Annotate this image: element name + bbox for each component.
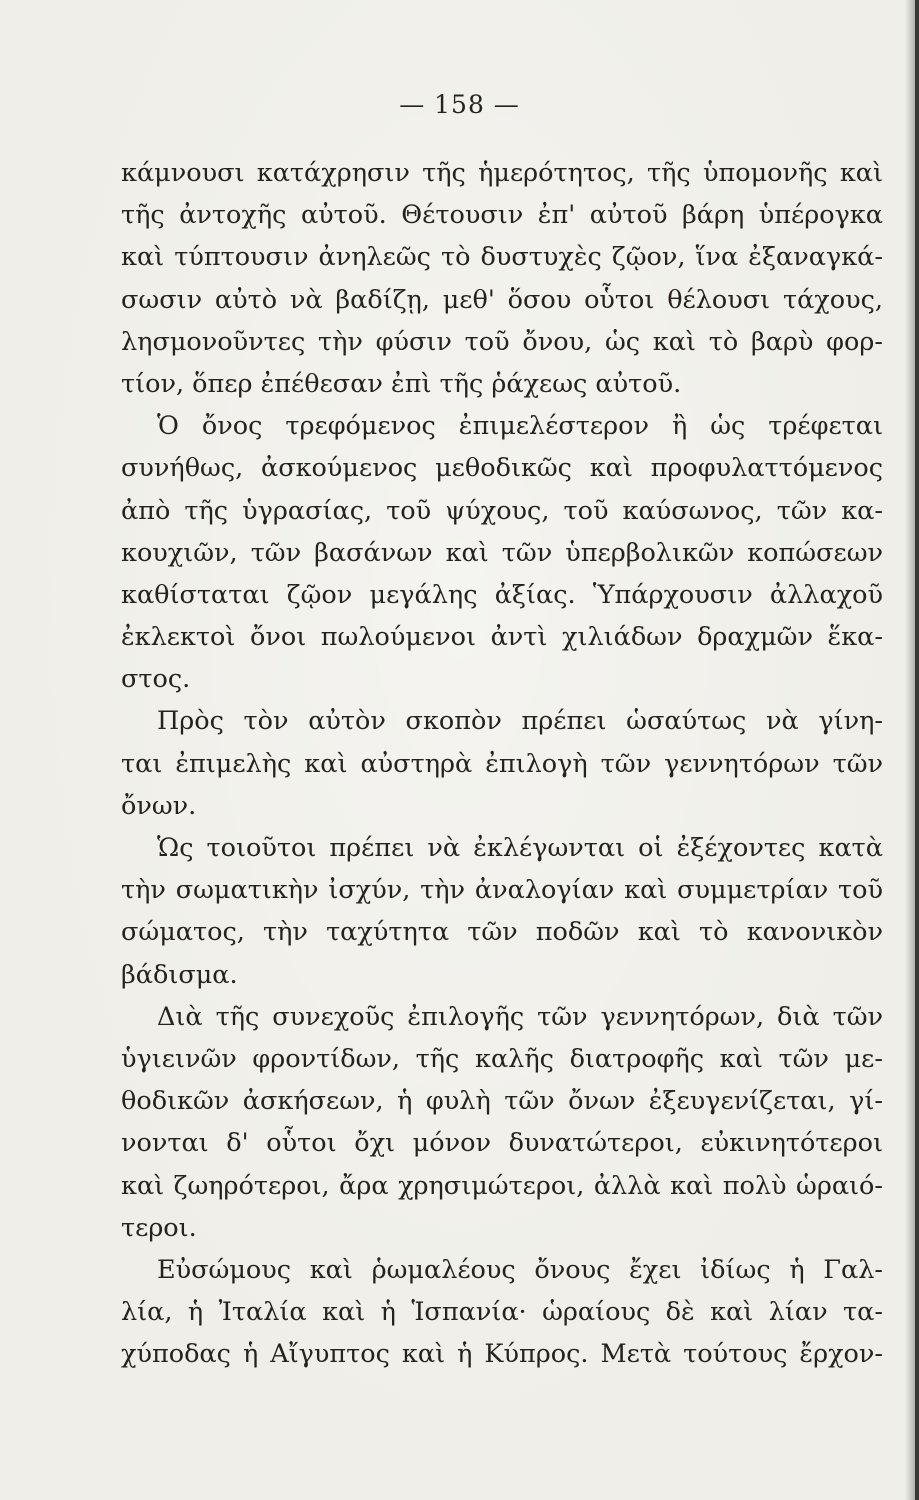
body-text: [121, 152, 883, 1375]
text-line: καὶ ζωηρότεροι, ἄρα χρησιμώτεροι, ἀλλὰ καὶ πολὺ ὡραιό-: [121, 1170, 883, 1201]
text-line: τῆς ἀντοχῆς αὐτοῦ. Θέτουσιν ἐπ' αὐτοῦ βάρη ὑπέρογκα: [121, 200, 883, 231]
text-line: στος.: [121, 664, 191, 695]
text-line: ἀπὸ τῆς ὑγρασίας, τοῦ ψύχους, τοῦ καύσωνος, τῶν κα-: [121, 495, 883, 526]
text-line: Ὁ ὄνος τρεφόμενος ἐπιμελέστερον ἢ ὡς τρέφεται: [157, 411, 883, 442]
text-line: ὑγιεινῶν φροντίδων, τῆς καλῆς διατροφῆς καὶ τῶν με-: [121, 1043, 883, 1074]
text-line: κουχιῶν, τῶν βασάνων καὶ τῶν ὑπερβολικῶν κοπώσεων: [121, 537, 883, 568]
text-line: συνήθως, ἀσκούμενος μεθοδικῶς καὶ προφυλαττόμενος: [121, 453, 883, 484]
text-line: Ὡς τοιοῦτοι πρέπει νὰ ἐκλέγωνται οἱ ἐξέχοντες κατὰ: [157, 833, 883, 863]
text-line: τὴν σωματικὴν ἰσχύν, τὴν ἀναλογίαν καὶ συμμετρίαν τοῦ: [121, 875, 883, 906]
text-line: ἐκλεκτοὶ ὄνοι πωλούμενοι ἀντὶ χιλιάδων δραχμῶν ἕκα-: [121, 622, 883, 653]
text-line: σώματος, τὴν ταχύτητα τῶν ποδῶν καὶ τὸ κανονικὸν: [121, 917, 883, 948]
text-line: ται ἐπιμελὴς καὶ αὐστηρὰ ἐπιλογὴ τῶν γεννητόρων τῶν: [121, 748, 883, 779]
text-line: σωσιν αὐτὸ νὰ βαδίζῃ, μεθ' ὅσου οὗτοι θέλουσι τάχους,: [121, 284, 883, 315]
page-edge: [915, 0, 919, 1500]
text-line: θοδικῶν ἀσκήσεων, ἡ φυλὴ τῶν ὄνων ἐξευγενίζεται, γί-: [121, 1086, 883, 1117]
text-line: ὄνων.: [121, 790, 197, 821]
text-line: καθίσταται ζῷον μεγάλης ἀξίας. Ὑπάρχουσιν ἀλλαχοῦ: [121, 579, 883, 610]
text-line: βάδισμα.: [121, 959, 238, 990]
text-line: νονται δ' οὗτοι ὄχι μόνον δυνατώτεροι, εὐκινητότεροι: [121, 1128, 883, 1159]
text-line: τεροι.: [121, 1212, 197, 1243]
text-line: χύποδας ἡ Αἴγυπτος καὶ ἡ Κύπρος. Μετὰ τούτους ἔρχον-: [121, 1339, 883, 1370]
text-line: Εὐσώμους καὶ ῥωμαλέους ὄνους ἔχει ἰδίως ἡ Γαλ-: [157, 1254, 883, 1285]
text-line: κάμνουσι κατάχρησιν τῆς ἡμερότητος, τῆς ὑπομονῆς καὶ: [121, 158, 883, 188]
text-line: καὶ τύπτουσιν ἀνηλεῶς τὸ δυστυχὲς ζῷον, ἵνα ἐξαναγκά-: [121, 242, 883, 273]
page-number: — 158 —: [399, 90, 520, 119]
text-line: Διὰ τῆς συνεχοῦς ἐπιλογῆς τῶν γεννητόρων, διὰ τῶν: [157, 1001, 883, 1032]
text-line: λησμονοῦντες τὴν φύσιν τοῦ ὄνου, ὡς καὶ τὸ βαρὺ φορ-: [121, 326, 883, 357]
text-line: Πρὸς τὸν αὐτὸν σκοπὸν πρέπει ὡσαύτως νὰ γίνη-: [157, 706, 883, 737]
text-line: τίον, ὅπερ ἐπέθεσαν ἐπὶ τῆς ῥάχεως αὐτοῦ.: [121, 368, 682, 399]
text-line: λία, ἡ Ἰταλία καὶ ἡ Ἱσπανία· ὡραίους δὲ καὶ λίαν τα-: [121, 1297, 883, 1328]
